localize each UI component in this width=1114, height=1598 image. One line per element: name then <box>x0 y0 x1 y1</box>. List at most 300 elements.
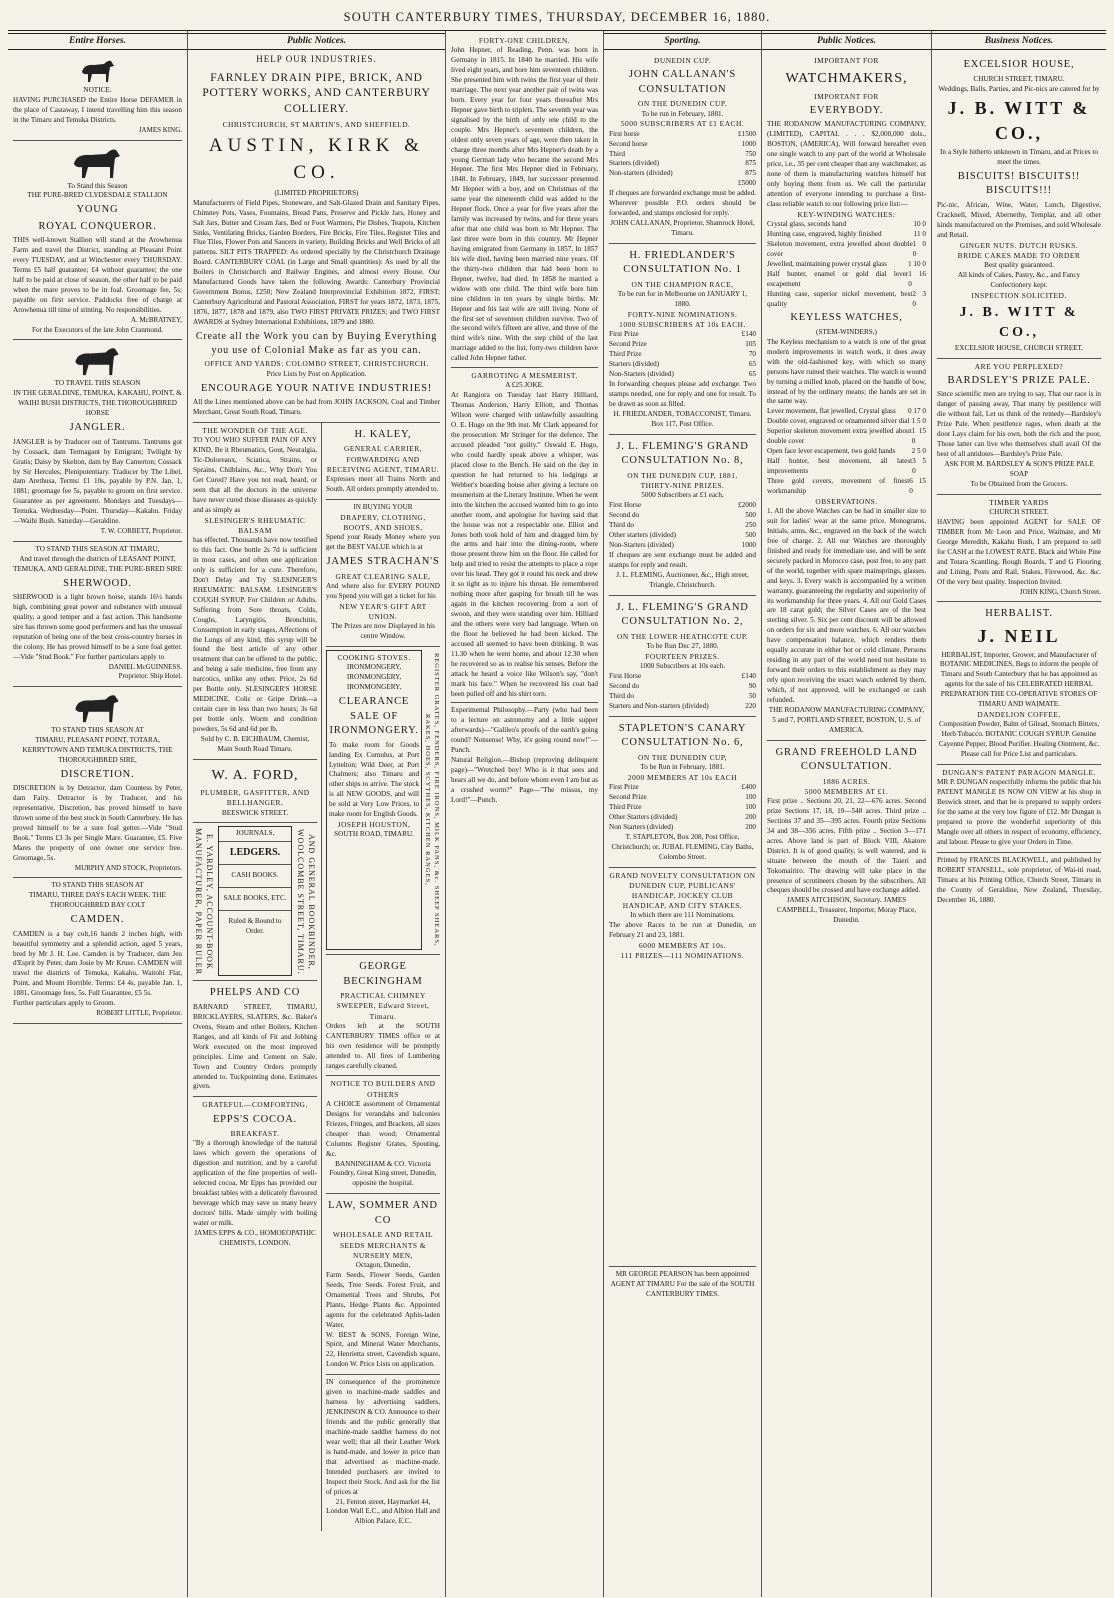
prize-amount: 50 <box>748 691 756 700</box>
fleming2-heading: J. L. FLEMING'S GRAND CONSULTATION No. 2, <box>616 601 749 628</box>
prize-label: First Horse <box>609 671 642 680</box>
grand-acres: 1886 ACRES. <box>822 776 871 786</box>
prize-amount: 70 <box>748 350 756 359</box>
article-forty-one-children: John Hepner, of Reading, Penn. was born in Germany in 1815. In 1840 he married. His wife lived eight years, and bore him seventeen children. She presented him with twins the first year of their marriage. The next year another pair of twins was born. Every year for four years thereafter Mrs Hepner gave birth to triplets. The seventh year was signalised by the birth of only one child to the couple. Mrs Hepner's seventeen children, the oldest only seven years of age, were then taken in charge three months after Mrs Hepner's death by a young German lady who became the second Mrs Hepner. The first Mrs Hepner died in February, 1848. In February, 1849, her successor presented Mr Hepner with a boy, and on Christmas of the same year the nineteenth child was added to the Hepner flock. Once a year for five years after the family was increased by twins, and for three years after that one child was born to Mr Hepner. The last three were born in this country. Mr Hepner having emigrated from Germany in 1857. In 1857 his wife died, having been married nine years. Of the thirty-two children that had been born to Hepner, twelve, had died. In 1858 he married a widow with one child. The third wife bore him nine children in ten years by single births. Mr Hepner and his last wife are still living. None of the first set of seventeen children survive. Two of the second wife's fifteen are alive, and three of the third wife's nine. With the step child of the last marriage added to the list, forty-two children have called John Hepner father. <box>451 46 598 363</box>
prize-row <box>609 340 756 350</box>
beckingham-trade: PRACTICAL CHIMNEY SWEEPER, Edward Street, Timaru. <box>336 991 430 1021</box>
observations-text: 1. All the above Watches can be had in smaller size to suit for ladies' wear at the same price. Monograms, Initials, arms, &c., engraved on the back of the watch free of charge. 2. All our Watches are thoroughly finished and ready for immediate use, and will be sent securely packed in Morocco case, post free, to any part of the world, together with spare mainsprings, glasses, and keys. 3. Every watch is accompanied by a written warranty, guaranteeing the regularity and superiority of its workmanship for three years. 4. All our Gold Cases are 18 carat gold; the Silver Cases are of the best sterling silver. 5. Six per cent discount will be allowed on orders for six and more watches. 6. All our watches have compensation balance, which renders them equally accurate in either hot or cold climate. Persons residing in any part of the world need not hesitate to forward their orders to this establishment as they may rely upon receiving the exact watch ordered by them, which, if not approved, will be exchanged or cash refunded. <box>767 507 926 704</box>
camden-text: CAMDEN is a bay colt,16 hands 2 inches high, with beautiful symmetry and a splendid action, aged 5 years, bred by Mr J. H. Lee. Camden is by Traducer, dam Jeu d'Esprit by Peter, dam Josie by Mr Kruse. CAMDEN will travel the districts of Temuka, Kakahu, Waitohi Flat, Point, and Mount Horrible. Terms: £4 4s, payable Jan. 1, 1881, Groomage fees, 5s. Full Guarantee, £5 5s. <box>13 929 182 998</box>
prize-table <box>609 330 756 380</box>
columns <box>8 31 1106 1597</box>
fleming2-sub: ON THE LOWER HEATHCOTE CUP. <box>617 631 748 641</box>
imprint: Printed by FRANCIS BLACKWELL, and published by ROBERT STANSELL, sole proprietor, of Wai-iti road, Timaru at his Printing Office, Church Street, Timaru in the County of Geraldine, New Zealand, Thursday, December 16, 1880. <box>937 855 1101 904</box>
prize-label: Other Starters (divided) <box>609 812 678 821</box>
prize-label: Non-starters (divided) <box>609 169 673 178</box>
phelps-heading: PHELPS AND CO <box>209 987 301 999</box>
prize-label: Starters (divided) <box>609 360 660 369</box>
epps-sub: BREAKFAST. <box>230 1129 280 1139</box>
prize-row <box>609 531 756 541</box>
prize-amount: 1 15 0 <box>911 427 926 446</box>
ledger-item: SALE BOOKS, ETC. <box>219 888 291 911</box>
law-text: Farm Seeds, Flower Seeds, Garden Seeds, Tree Seeds. Forest Fruit, and Ornamental Trees and Shrubs, Pot Plants, Hedge Plants &c. Appointed agents for the celebrated Aphis-laden Water. <box>326 1270 440 1329</box>
prize-table <box>609 783 756 833</box>
keywinding-heading: KEY-WINDING WATCHES: <box>797 209 896 219</box>
houston-side: REGISTER GRATES, FENDERS, FIRE IRONS, MILK PANS, &c. SHEEP SHEARS, RAKES, HOES, SCYTHES, KITCHEN RANGES, <box>424 653 440 947</box>
prize-amount: 90 <box>748 681 756 690</box>
observations-heading: OBSERVATIONS. <box>815 496 878 506</box>
prize-amount: 1000 <box>741 139 756 148</box>
callanan-text: If cheques are forwarded exchange must be added. Wherever possible P.O. orders should be forwarded, and stamps enclosed for reply. <box>609 189 756 218</box>
ford-name: W. A. FORD, <box>211 767 299 783</box>
ad-law-sommer <box>326 1194 440 1375</box>
timber-signature: JOHN KING, Church Street. <box>1019 587 1101 596</box>
ford-trade: PLUMBER, GASFITTER, AND BELLHANGER, <box>200 788 310 808</box>
prize-amount: £5000 <box>738 179 756 188</box>
prize-amount: 200 <box>745 822 756 831</box>
ad-houston <box>326 647 440 955</box>
prize-amount: £1500 <box>738 129 756 138</box>
jangler-text: JANGLER is by Traducer out of Tantrums. Tantrums got by Cossack, dam Termagant by Emigrant; Twilight by Gratis; Daisy by Skelton, dam by Bay Camerton; Cossack by Sir Hercules, Plenipotentiary. Traducer by The Libel, dam Arethusa. Terms: £1 10s, payable by P.N. Jan. 1, 1881; groomage fee 5s, payable to groom on first service. Guarantee as per agreement. Mondays and Tuesdays—Temuka. Wednesday—Point. Thursday—Kakahu. Friday—Waihi Bush. Saturday—Geraldine. <box>13 437 182 526</box>
column-public-notices <box>188 31 446 1597</box>
prize-label: Open face lever escapement, two gold hands <box>767 447 896 456</box>
prize-row <box>609 702 756 712</box>
divider <box>451 367 598 368</box>
prize-label: Second Prize <box>609 792 647 801</box>
column-articles <box>446 31 604 1597</box>
prize-amount: 1 16 0 <box>908 269 926 288</box>
farnley-firm: AUSTIN, KIRK & CO. <box>208 135 425 183</box>
prize-row <box>767 230 926 240</box>
excelsior-sub: CHURCH STREET, TIMARU. <box>973 74 1065 83</box>
ledger-item: Ruled & Bound to Order. <box>228 917 282 935</box>
farnley-prop: (LIMITED PROPRIETORS) <box>274 188 359 197</box>
ledger-item: CASH BOOKS. <box>219 865 291 888</box>
prize-label: Jewelled, maintaining power crystal glass <box>767 259 887 268</box>
strachan-sub: GREAT CLEARING SALE, <box>335 571 431 581</box>
builders-heading: NOTICE TO BUILDERS AND OTHERS <box>330 1079 436 1099</box>
prize-amount: 750 <box>745 149 756 158</box>
subcolumn-right <box>322 423 440 1531</box>
prize-table <box>609 672 756 712</box>
bride-cakes: BRIDE CAKES MADE TO ORDER <box>957 250 1081 260</box>
divider <box>451 702 598 703</box>
prize-row <box>609 130 756 140</box>
article-subheading: A £25 JOKE. <box>505 381 544 390</box>
fleming-subscribers: 5000 Subscribers at £1 each, <box>641 491 724 500</box>
fleming-heading: J. L. FLEMING'S GRAND CONSULTATION No. 8, <box>616 440 749 467</box>
friedlander-text: In forwarding cheques please add exchange. Two stamps needed, one for reply and one for result. To be drawn as soon as filled. <box>609 380 756 409</box>
jbwitt-name: J. B. WITT & CO., <box>947 98 1091 144</box>
prize-label: Hunting case, superior nickel movement, best quality <box>767 289 913 308</box>
grand-text: First prize .. Sections 20, 21, 22—676 acres. Second prize Sections 17, 18, 19—548 acres. Third prize .. Sections 37 and 35—395 acres. Fourth prize Sections 34 and 38—356 acres. Fifth prize .. Section 3—171 acres. Above land is part of Block VIII, Akatore District. It is of good quality, is well watered, and is situate between the mouth of the Taieri and Tokomairiro. The drawing will take place in the presence of scrutineers chosen by the subscribers. All cheques should be crossed and have exchange added. <box>767 797 926 895</box>
stallion-signature: A. McBRATNEY, <box>130 315 182 324</box>
ad-strachan <box>326 500 440 647</box>
friedlander-heading: H. FRIEDLANDER'S CONSULTATION No. 1 <box>623 249 742 276</box>
prize-label: Three gold covers, movement of finest workmanship <box>767 476 910 495</box>
price-list <box>767 220 926 309</box>
section-heading: Business Notices. <box>932 33 1106 50</box>
ad-friedlander <box>609 244 756 435</box>
inspection: INSPECTION SOLICITED. <box>971 290 1067 300</box>
prize-amount: 0 17 0 <box>908 407 926 416</box>
ad-herbalist <box>937 602 1101 765</box>
discretion-intro: TO STAND THIS SEASON AT <box>51 725 144 734</box>
mangle-text: MR P. DUNGAN respectfully informs the public that his PATENT MANGLE IS NOW ON VIEW at his shop in Beswick street, and that he is prepared to supply orders for the same at the very low figure of £12. Mr Dungan is prepared to prove the wonderful superiority of this Mangle over all others in respect of economy, efficiency, and labour. Please to give your Orders in Time. <box>937 778 1101 846</box>
article-heading: GARROTING A MESMERIST. <box>471 371 578 381</box>
camden-signature: Further particulars apply to Groom. <box>13 999 116 1008</box>
stand-intro: To Stand this Season <box>67 181 128 190</box>
prize-row <box>767 240 926 260</box>
prize-row <box>609 360 756 370</box>
prize-amount: 11 0 <box>913 229 926 238</box>
strachan-name: JAMES STRACHAN'S <box>326 556 440 568</box>
prize-amount: 2 5 0 <box>911 447 926 456</box>
prize-label: Crystal glass, seconds hand <box>767 220 847 228</box>
prize-amount: 100 <box>745 802 756 811</box>
stallion-text: THIS well-known Stallion will stand at the Arowhenua Farm and travel the District, standing at Pleasant Point every TUESDAY, and at Winchester every THURSDAY. Terms £5 half guarantee; £4 without guarantee; the one half to be paid at close of season, the other half to be paid when the mare proves to be in foal. Groomage fee, 5s; payable on first service. Paddocks free of charge at Arowhenua till time of stinting. No responsibilities. <box>13 236 182 314</box>
camden-signature-2: ROBERT LITTLE, Proprietor. <box>96 1009 182 1018</box>
travel-intro: TO TRAVEL THIS SEASON <box>54 379 141 388</box>
prize-row <box>609 169 756 179</box>
cakes-text: All kinds of Cakes, Pastry, &c., and Fancy Confectionery kept. <box>957 271 1081 290</box>
important-1: IMPORTANT FOR <box>814 56 879 66</box>
jenkinson-text: IN consequence of the prominence given to machine-made saddles and harness by advertising saddlers, JENKINSON & CO. Announce to their friends and the public generally that machine-made saddler harness do not wear well; that all their Leather Work is hand-made, and lower in price than that advertised as machine-made. Intended purchasers are invited to Inspect their Stock. And ask for the list of prices at <box>326 1378 440 1496</box>
ginger-nuts: GINGER NUTS. DUTCH RUSKS. <box>959 240 1079 250</box>
prize-amount: 65 <box>748 360 756 369</box>
encourage-heading: ENCOURAGE YOUR NATIVE INDUSTRIES! <box>200 382 433 394</box>
grand-signature: JAMES AITCHISON, Secretary. JAMES CAMPBELL, Treasurer, Importer, Moray Place, Dunedin. <box>776 896 917 925</box>
ad-rodanow <box>767 53 926 741</box>
notice-text: HAVING PURCHASED the Entire Horse DEFAMER in the place of Castaway, I intend travelling him this season in the Timaru and Temuka Districts. <box>13 96 182 124</box>
price-list <box>767 407 926 496</box>
prize-amount: 1 0 0 <box>912 239 926 258</box>
drapery-intro: IN BUYING YOUR <box>353 503 413 511</box>
dandelion: DANDELION COFFEE, <box>977 710 1061 720</box>
ad-jangler <box>13 340 182 541</box>
ad-phelps <box>193 981 317 1097</box>
prize-row <box>609 813 756 823</box>
wonder-text: TO YOU WHO SUFFER PAIN OF ANY KIND, Be it Rheumatics, Gout, Neuralgia, Tic-Doloreaux, Sciatica, Strains, or Sprains, Chilblains, &c., Why Don't You Get Cured? Have you not read, heard, or seen that all the doctors in the universe have never cured those diseases as quickly and as simply as <box>193 436 317 514</box>
ad-fleming-8 <box>609 435 756 596</box>
houston-address: SOUTH ROAD, TIMARU. <box>334 830 414 839</box>
prize-amount: 1 5 0 <box>911 417 926 426</box>
jangler-signature: T. W. CORBETT, Proprietor. <box>100 527 182 536</box>
rodanow-signature: THE RODANOW MANUFACTURING COMPANY, 5 and 7, PORTLAND STREET, BOSTON, U. S. of AMERICA. <box>768 705 925 734</box>
prize-amount: 65 <box>748 370 756 379</box>
prize-amount: 1000 <box>741 540 756 549</box>
horse-icon <box>69 345 127 377</box>
prize-row <box>609 150 756 160</box>
novelty-tables-area <box>609 962 756 1262</box>
encourage-text: All the Lines mentioned above can be had from JOHN JACKSON, Coal and Timber Merchant, Great South Road, Timaru. <box>193 398 440 417</box>
notice-title: NOTICE. <box>83 86 112 95</box>
horse-icon <box>68 146 128 180</box>
prize-row <box>767 407 926 417</box>
prize-amount: 2 3 0 <box>912 289 926 308</box>
prize-label: Non-Starters (divided) <box>609 370 674 379</box>
prize-row <box>609 692 756 702</box>
prize-row <box>609 140 756 150</box>
ledger-item: LEDGERS. <box>219 842 291 865</box>
art-union: NEW YEAR'S GIFT ART UNION. <box>339 601 427 622</box>
phelps-text: BARNARD STREET, TIMARU, BRICKLAYERS, SLATERS, &c. Baker's Ovens, Steam and other Boilers, Kitchen Ranges, and all kinds of Fit and Jobbing Work executed on the most improved principles. Lime and Cement on Sale. Town and Country Orders promptly attended to. Tuckpointing done. Estimates given. <box>193 1002 317 1091</box>
prize-label: Hunting case, engraved, highly finished <box>767 229 882 238</box>
houston-box <box>326 650 422 950</box>
ad-grand-novelty <box>609 868 756 1267</box>
prize-row <box>609 370 756 380</box>
prize-amount: £400 <box>741 783 756 792</box>
prize-row <box>767 220 926 230</box>
fleming2-prizes-count: FOURTEEN PRIZES. <box>645 651 720 661</box>
friedlander-subscribers: 1000 SUBSCRIBERS AT 10s EACH. <box>619 320 746 330</box>
prize-label: Second Prize <box>609 340 647 349</box>
ad-yardley <box>193 823 317 981</box>
law-name: LAW, SOMMER AND CO <box>328 1200 438 1226</box>
mangle-heading: DUNGAN'S PATENT PARAGON MANGLE. <box>942 768 1096 778</box>
novelty-sub: In which there are 111 Nominations. <box>630 911 735 920</box>
grand-members: 5000 MEMBERS AT £1. <box>804 786 889 796</box>
ad-timber <box>937 495 1101 602</box>
bardsley-text: Since scientific men are trying to say, That our race is in danger of passing away, That many by pestilence will die without fail, Let us think of the remedy—Bardsley's Prize Pale. When pestilence rages, when death at the door Lays claim for his own, both the rich and the poor, Those latter can live who themselves shall avail Of the best of all antidotes—Bardsley's Prize Pale. <box>937 390 1101 459</box>
prize-row <box>609 521 756 531</box>
ad-pearson <box>609 1267 756 1304</box>
sherwood-intro: TO STAND THIS SEASON AT TIMARU, <box>35 544 160 553</box>
prize-label: Other starters (divided) <box>609 531 677 540</box>
ironmongery-3: IRONMONGERY, <box>346 683 402 692</box>
discretion-text: DISCRETION is by Detractor, dam Countess by Peter, dam Fairy. Detractor is by Traducer, and his representative, Discretion, has proved himself to have thrown some of the best stock in South Canterbury. He has proved himself to be a sure foal getter.—Vide "Stud Book." Terms £3 3s per Single Mare. Guarantee, £5. Five Mares the property of one owner one service free. Groomage, 5s. <box>13 784 183 862</box>
farnley-heading: FARNLEY DRAIN PIPE, BRICK, AND POTTERY WORKS, AND CANTERBURY COLLIERY. <box>202 71 431 116</box>
prize-label: First Prize <box>609 783 639 792</box>
slesinger-sold: Sold by C. B. EICHBAUM, Chemist, Main South Road Timaru. <box>200 734 310 753</box>
novelty-heading: GRAND NOVELTY CONSULTATION ON DUNEDIN CUP, PUBLICANS' HANDICAP, JOCKEY CLUB HANDICAP, AND CITY STAKES, <box>609 870 756 911</box>
prize-amount: 10 0 <box>913 220 926 228</box>
houston-name: JOSEPH HOUSTON, <box>337 820 411 830</box>
neil-name: J. NEIL <box>977 625 1061 646</box>
prize-row <box>609 501 756 511</box>
prize-row <box>609 783 756 793</box>
prize-amount: £140 <box>741 671 756 680</box>
ad-discretion <box>13 687 182 878</box>
prize-label: Non Starters (divided) <box>609 822 674 831</box>
horse-name-line2: ROYAL CONQUEROR. <box>38 220 157 232</box>
sherwood-text: SHERWOOD is a light brown horse, stands 16½ hands high, combining great power and substance with unusual quality, a good temper and a fast action. This handsome sire has thrown some good performers and has the unusual reputation of being one of the best cross-country horses in the colony. He has proved himself to be a sure foal getter.—Vide "Stud Book." For further particulars apply to <box>13 593 182 661</box>
prize-table <box>609 501 756 551</box>
horse-icon <box>78 58 118 84</box>
ad-epps <box>193 1097 317 1252</box>
keyless-sub: (STEM-WINDERS.) <box>816 327 877 336</box>
prize-row <box>609 511 756 521</box>
slesinger-text: has effected. Thousands have now testified to this fact. One bottle 2s 7d is sufficient in most cases, and often one application only is sufficient for a cure. Therefore, Don't Delay and Try SLESINGER'S RHEUMATIC BALSAM. LESINGER'S COUGH SYRUP. For Children or Adults. Suffering from Sore throats, Colds, Coughs, Laryngitis, Bronchitis, Consumption in early stages, Affections of the Lungs of any kind, this syrup will be found the best article of any other treatment that can be offered to the public, and being a safe medicine, free from any narcotics, unlike any other. Price, 2s 6d per Bottle only. SLESINGER'S HORSE MEDICINE. Colic or Gripe Drink—a certain cure in less than two hours; 3s 6d per bottle only. Worm and condition powders, 5s 6d and 6d per lb. <box>193 536 317 733</box>
prize-row <box>609 330 756 340</box>
epps-text: "By a thorough knowledge of the natural laws which govern the operations of digestion and nutrition, and by a careful application of the fine properties of well-selected cocoa, Mr Epps has provided our breakfast tables with a delicately flavoured beverage which may save us many heavy doctors' bills. Made simply with boiling water or milk. <box>193 1139 317 1227</box>
bardsley-obtained: To be Obtained from the Grocers. <box>970 479 1068 488</box>
prize-label: Second do <box>609 511 640 520</box>
fleming2-run: To be Run Dec 27, 1880. <box>646 641 719 650</box>
yardley-side: E. YARDLEY, ACCOUNT-BOOK MANUFACTURER, PAPER RULER <box>194 827 215 975</box>
prize-label: Starters and Non-starters (divided) <box>609 701 709 710</box>
prize-row <box>767 457 926 477</box>
prize-row <box>609 682 756 692</box>
prize-label: First Horse <box>609 501 642 510</box>
drapery-heading: DRAPERY, CLOTHING, BOOTS, AND SHOES, <box>340 512 426 533</box>
ironmongery-2: IRONMONGERY, <box>346 673 402 682</box>
fleming-prizes-count: THIRTY-NINE PRIZES. <box>640 481 725 491</box>
prize-row <box>609 793 756 803</box>
timber-heading: TIMBER YARDS <box>989 497 1049 507</box>
jbwitt-text: In a Style hitherto unknown in Timaru, and at Prices to meet the times. <box>940 148 1098 167</box>
prize-amount: 875 <box>745 159 756 168</box>
timber-sub: CHURCH STREET. <box>989 508 1049 517</box>
prize-label: Third <box>609 149 625 158</box>
novelty-text: The above Races to be run at Dunedin, on February 21 and 23, 1881. <box>609 921 756 940</box>
watchmakers-heading: WATCHMAKERS, <box>785 71 908 87</box>
ad-defamer <box>13 53 182 140</box>
beckingham-text: Orders left at the SOUTH CANTERBURY TIMES office or at his own residence will be promptly attended to. All fires of Lumbering ranges carefully cleaned. <box>326 1021 440 1070</box>
grand-heading: GRAND FREEHOLD LAND CONSULTATION. <box>775 746 918 773</box>
ad-beckingham <box>326 955 440 1076</box>
prize-row <box>609 159 756 169</box>
ad-young-royal-conqueror <box>13 141 182 341</box>
callanan-subscribers: 5000 SUBSCRIBERS AT £1 EACH. <box>620 119 745 129</box>
jbwitt-sub-2: EXCELSIOR HOUSE, CHURCH STREET. <box>954 343 1084 352</box>
builders-text: A CHOICE assortment of Ornamental Designs for verandahs and balconies Friezes, Fringes, and Brackets, all sizes cheaper than wood; Ornamental Columns Register Grates, Spouting, &c. <box>326 1099 440 1158</box>
ad-fleming-2 <box>609 596 756 717</box>
excelsior-heading: EXCELSIOR HOUSE, <box>963 59 1075 71</box>
prize-amount: 220 <box>745 701 756 710</box>
horse-icon <box>69 692 127 724</box>
prize-label: Starters (divided) <box>609 159 660 168</box>
clearance-heading: CLEARANCE SALE OF IRONMONGERY. <box>329 696 419 737</box>
ironmongery-1: IRONMONGERY, <box>346 663 402 672</box>
stapleton-members: 2000 MEMBERS AT 10s EACH <box>627 772 738 782</box>
prize-label: Skeleton movement, extra jewelled about double cover <box>767 239 913 258</box>
prize-label: Half hunter, best movement, all latest improvements <box>767 457 913 476</box>
column-sporting <box>604 31 762 1597</box>
section-heading: Sporting. <box>604 33 761 50</box>
camden-name: CAMDEN. <box>70 914 125 926</box>
prize-row <box>767 447 926 457</box>
prize-row <box>767 260 926 270</box>
prize-label: First Prize <box>609 330 639 339</box>
fleming-sub: ON THE DUNEDIN CUP, 1881. <box>627 470 738 480</box>
stapleton-sub: ON THE DUNEDIN CUP, <box>637 752 728 762</box>
sherwood-heading: And travel through the districts of LEASANT POINT, TEMUKA, AND GERALDINE, THE PURE-BRED SIRE <box>13 554 182 573</box>
price-lists: Price Lists by Post on Application. <box>266 369 367 378</box>
ad-bardsley <box>937 359 1101 495</box>
column-watches <box>762 31 932 1597</box>
important-2: IMPORTANT FOR <box>814 91 879 101</box>
novelty-members: 6000 MEMBERS AT 10s. <box>638 941 727 951</box>
friedlander-run: To be run for in Melbourne on JANUARY 1, 1880. <box>617 290 748 309</box>
callanan-heading: JOHN CALLANAN'S CONSULTATION <box>629 69 736 95</box>
houston-text: To make room for Goods landing Ex Cumulus, at Port Lyttelton; Wild Deer, at Port Chalmers; also Timaru and other ships to arrive. The stock is all NEW GOODS, and will be sold at Very Low Prices, to make room for English Goods. <box>329 740 420 819</box>
split-area <box>193 423 440 1531</box>
epps-signature: JAMES EPPS & CO., HOMOEOPATHIC CHEMISTS, LONDON. <box>194 1228 316 1247</box>
discretion-heading: TIMARU, PLEASANT POINT, TOTARA, KERRYTOWN AND TEMUKA DISTRICTS, THE THOROUGHBRED SIRE, <box>22 735 173 764</box>
prize-row <box>767 477 926 497</box>
prize-row <box>767 270 926 290</box>
office-address: OFFICE AND YARDS: COLOMBO STREET, CHRISTCHURCH. <box>204 359 429 369</box>
rodanow-text: THE RODANOW MANUFACTURING COMPANY, (LIMITED), CAPITAL . . . $2,000,000 dols., BOSTON, (AMERICA), Will forward hereafter even one single watch to any part of the world at Wholesale price, i.e., 35 per cent cheaper than any watchmaker, as none of them is manufacturing watches himself but only buying them from us. We call the particular attention of everyone intending to purchase a first-class reliable watch to our following price list:— <box>767 120 926 208</box>
keyless-text: The Keyless mechanism to a watch is one of the great modern improvements in watch work, it does away with the old-fashioned key, with which so many persons have ruined their watches. The watch is wound by turning a milled knob, placed on the handle of bow, instead of by the ordinary means; the hands are set in the same way. <box>767 337 926 406</box>
bardsley-ask: ASK FOR M. BARDSLEY & SON'S PRIZE PALE SOAP <box>944 460 1094 478</box>
create-heading: Create all the Work you can by Buying Everything you use of Colonial Make as far as you can. <box>195 330 438 356</box>
ad-excelsior <box>937 53 1101 359</box>
ad-jenkinson <box>326 1375 440 1531</box>
prize-label: Lever movement, flat jewelled, Crystal glass <box>767 407 896 416</box>
prize-label: Third do <box>609 521 634 530</box>
callanan-signature: JOHN CALLANAN, Proprietor, Shamrock Hotel, Timaru. <box>610 219 755 238</box>
fleming2-subscribers: 1000 Subscribers at 10s each. <box>639 661 726 670</box>
keyless-heading: KEYLESS WATCHES, <box>790 312 903 324</box>
discretion-signature: MURPHY AND STOCK, Proprietors. <box>74 863 182 872</box>
ad-sherwood <box>13 542 182 687</box>
section-heading: Public Notices. <box>762 33 931 50</box>
law-address: Octagon, Dunedin. <box>355 1260 411 1269</box>
help-heading: HELP OUR INDUSTRIES. <box>256 54 377 65</box>
prize-amount: 105 <box>745 340 756 349</box>
camden-heading: TIMARU, THREE DAYS EACH WEEK. THE THOROUGHBRED BAY COLT <box>29 891 166 910</box>
jangler-name: JANGLER. <box>69 422 126 434</box>
section-heading: Entire Horses. <box>8 33 187 50</box>
law-trade: WHOLESALE AND RETAIL SEEDS MERCHANTS & NURSERY MEN, <box>332 1230 434 1260</box>
section-heading: Public Notices. <box>188 33 445 50</box>
article-garroting: At Rangiora on Tuesday last Harry Hilliard, Thomas Anderson, Harry Elliott, and Thomas Wilson were charged with unlawfully assaulting O. E. Hugo on the 9th inst. Mr Clark appeared for the prosecution. Mr Stringer for the defence. The accused pleaded "not guilty." Oswald E. Hugo, who could hardly speak above a whisper, was placed close to the Bench. He said on the day in question he had returned to his lodgings at Webber's boarding house after giving a lecture on mesmerism at the Literary Institute. When he went into the kitchen the accused wanted him to go into another room, and apologise for having said that the house was not a respectable one. Elliot and Jones both took hold of him and dragged him by the arms and hair into the dining-room, where those present threw him on the floor. He called for help and tried to resist the attempts to place a rope over his head. They got it round his neck and drew it so tight as to injure his throat. He remembered nothing more after gasping for breath till he was again in the kitchen recovering from a sort of swoon, and they were standing over him. Hilliard and the others were very bad language. When on the floor he believed he had been kicked. The accused all seemed to have been drinking. It was 11.30 when he went home, and about 12.30 when he recovered so as to realise his senses. Before the attack he heard a voice like Wilson's say, "don't mark his face." When he recovered his coat had been pulled off and his shirt torn. <box>451 391 598 698</box>
sherwood-name: SHERWOOD. <box>63 577 132 589</box>
ad-kaley <box>326 423 440 500</box>
prize-label: Third Prize <box>609 802 642 811</box>
prize-table <box>609 130 756 190</box>
friedlander-nominations: FORTY-NINE NOMINATIONS. <box>627 310 738 320</box>
bride-sub: Best quality guaranteed. <box>984 261 1054 270</box>
article-natural-religion: Natural Religion.—Bishop (reproving delinquent page)—"Wretched boy! Who is it that sees and hears all we do, and before whom even I am but as a crushed worm?" Page—"The missus, my Lord!"—Punch. <box>451 756 598 804</box>
beckingham-name: GEORGE BECKINGHAM <box>343 961 423 987</box>
builders-signature: BANNINGHAM & CO. Victoria Foundry, Great King street, Dunedin, opposite the hospital. <box>329 1159 437 1188</box>
prize-row <box>609 179 756 189</box>
prize-row <box>609 803 756 813</box>
callanan-sub: ON THE DUNEDIN CUP. <box>637 99 728 109</box>
yardley-side-2: AND GENERAL BOOKBINDER, WOOLCOMBE STREET, TIMARU. <box>295 828 316 975</box>
prize-label: Third Prize <box>609 350 642 359</box>
column-entire-horses <box>8 31 188 1597</box>
kaley-trade: GENERAL CARRIER, FORWARDING AND RECEIVING AGENT, TIMARU. <box>326 444 440 474</box>
horse-name-line1: YOUNG <box>76 204 119 216</box>
ad-stapleton <box>609 717 756 868</box>
timber-text: HAVING been appointed AGENT for SALE OF TIMBER from Mr Leon and Price, Waimate, and Mr George Meredith, Kakahu Bush, I am prepared to sell for CASH at the LOWEST RATE. Black and White Pine and Totara Scantling, Rough Boards, T and G Flooring and Lining, Posts and Rail, Stakes, Firewood, &c. &c. Of the very best quality. Inspection Invited. <box>937 517 1101 586</box>
discretion-name: DISCRETION. <box>60 768 135 780</box>
prize-amount: 100 <box>745 792 756 801</box>
stallion-heading: THE PURE-BRED CLYDESDALE STALLION <box>27 191 168 200</box>
ad-slesinger <box>193 423 317 760</box>
prize-amount: 250 <box>745 521 756 530</box>
farnley-sub: CHRISTCHURCH, ST MARTIN'S, AND SHEFFIELD. <box>222 120 411 130</box>
picnic-text: Pic-nic, African, Wine, Water, Lunch, Digestive, Cracknell, Mixed, Abernethy, Templar, and all other kinds manufactured on the Premises, and sold Wholesale and Retail. <box>937 200 1101 239</box>
prize-label: Second do <box>609 681 640 690</box>
stapleton-heading: STAPLETON'S CANARY CONSULTATION No. 6, <box>618 722 747 749</box>
prize-label: Half hunter, enamel or gold dial lever escapement <box>767 269 909 288</box>
neil-more: Composition Powder, Balm of Gilead, Stomach Bitters, Herb Tobacco. BOTANIC COUGH SYRUP. Genuine Cayenne Pepper, Blood Purifier. Healing Ointment, &c. Please call for Price List and particulars. <box>938 720 1100 759</box>
stapleton-run: To be Run in February, 1881. <box>640 762 725 771</box>
friedlander-sub: ON THE CHAMPION RACE, <box>631 279 734 289</box>
everybody-heading: EVERYBODY. <box>809 104 884 116</box>
herbalist-heading: HERBALIST. <box>985 608 1053 620</box>
slesinger-heading: SLESINGER'S RHEUMATIC BALSAM <box>204 515 306 535</box>
drapery-text: Spend your Ready Money where you get the BEST VALUE which is at <box>326 533 440 552</box>
notice-signature: JAMES KING. <box>138 125 182 134</box>
perplexed: ARE YOU PERPLEXED? <box>974 361 1064 371</box>
stoves-heading: COOKING STOVES. <box>337 653 411 663</box>
ledger-box <box>218 826 292 976</box>
